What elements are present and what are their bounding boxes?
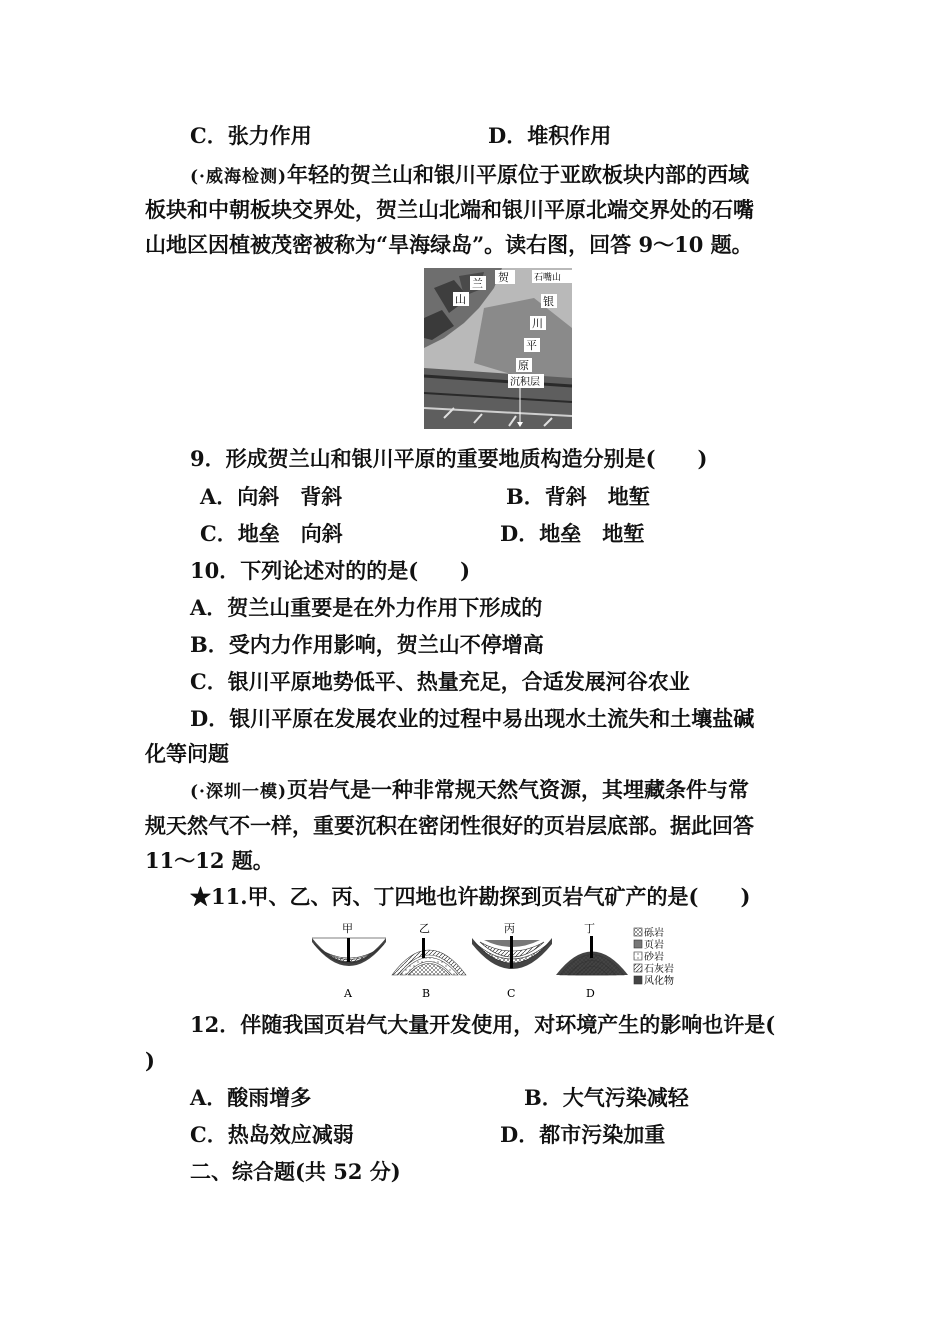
q12-option-c: C．热岛效应减弱	[190, 1122, 354, 1147]
option-d-top: D．堆积作用	[488, 123, 612, 148]
label-yin: 银	[543, 295, 554, 308]
site-bing: 丙	[504, 922, 515, 935]
label-sediment: 沉积层	[510, 377, 540, 388]
q10-option-c: C．银川平原地势低平、热量充足，合适发展河谷农业	[190, 669, 690, 694]
intro2-line1	[190, 775, 749, 807]
q9-option-b: B．背斜 地堑	[506, 484, 650, 509]
intro1-text1: 年轻的贺兰山和银川平原位于亚欧板块内部的西域	[287, 162, 750, 187]
option-c-top: C．张力作用	[190, 123, 312, 148]
helan-terrain-figure	[424, 268, 572, 429]
q12-option-a: A．酸雨增多	[190, 1085, 312, 1110]
intro1-source: (·威海检测)	[190, 167, 288, 187]
legend-sandstone: 砂岩	[644, 952, 664, 963]
legend-conglomerate: 砾岩	[644, 928, 664, 939]
q12-stem-line1: 12．伴随我国页岩气大量开发使用，对环境产生的影响也许是(	[190, 1012, 776, 1037]
q12-stem-line2: )	[145, 1048, 155, 1073]
letter-d: D	[586, 987, 595, 1000]
q9-option-c: C．地垒 向斜	[200, 521, 343, 546]
q11-stem: ★11.甲、乙、丙、丁四地也许勘探到页岩气矿产的是( )	[190, 884, 751, 909]
label-lan: 兰	[472, 277, 483, 290]
intro2-line2: 规天然气不一样，重要沉积在密闭性很好的页岩层底部。据此回答	[145, 813, 754, 838]
label-yuan: 原	[518, 359, 529, 372]
site-ding: 丁	[584, 922, 595, 935]
legend-shale: 页岩	[644, 940, 664, 951]
intro2-source: (·深圳一模)	[190, 782, 288, 802]
q12-option-d: D．都市污染加重	[500, 1122, 666, 1147]
q12-option-b: B．大气污染减轻	[524, 1085, 689, 1110]
intro1-line2: 板块和中朝板块交界处，贺兰山北端和银川平原北端交界处的石嘴	[145, 197, 754, 222]
letter-a: A	[344, 987, 352, 1000]
intro1-line1	[190, 160, 749, 192]
q9-option-d: D．地垒 地堑	[500, 521, 645, 546]
site-jia: 甲	[342, 922, 353, 935]
q9-stem: 9．形成贺兰山和银川平原的重要地质构造分别是( )	[190, 446, 708, 471]
letter-b: B	[422, 987, 431, 1000]
site-yi: 乙	[419, 922, 430, 935]
label-shan: 山	[455, 293, 466, 306]
label-ping: 平	[526, 339, 537, 352]
label-he: 贺	[498, 271, 509, 284]
legend-limestone: 石灰岩	[644, 964, 674, 975]
intro1-line3: 山地区因植被茂密被称为“旱海绿岛”。读右图，回答 9～10 题。	[145, 232, 753, 257]
q10-option-b: B．受内力作用影响，贺兰山不停增高	[190, 632, 544, 657]
intro2-text1: 页岩气是一种非常规天然气资源，其埋藏条件与常	[287, 777, 750, 802]
q10-option-d-line1: D．银川平原在发展农业的过程中易出现水土流失和土壤盐碱	[190, 706, 755, 731]
legend-weathered: 风化物	[644, 976, 674, 987]
q10-stem: 10．下列论述对的的是( )	[190, 558, 471, 583]
letter-c: C	[507, 987, 516, 1000]
label-shizuishan: 石嘴山	[534, 273, 562, 283]
q10-option-a: A．贺兰山重要是在外力作用下形成的	[190, 595, 543, 620]
q9-option-a: A．向斜 背斜	[200, 484, 343, 509]
q10-option-d-line2: 化等问题	[145, 741, 229, 766]
section2-title: 二、综合题(共 52 分)	[190, 1159, 401, 1184]
rock-strata-figure	[304, 920, 694, 1000]
intro2-line3: 11～12 题。	[145, 848, 274, 873]
label-chuan: 川	[532, 317, 543, 330]
